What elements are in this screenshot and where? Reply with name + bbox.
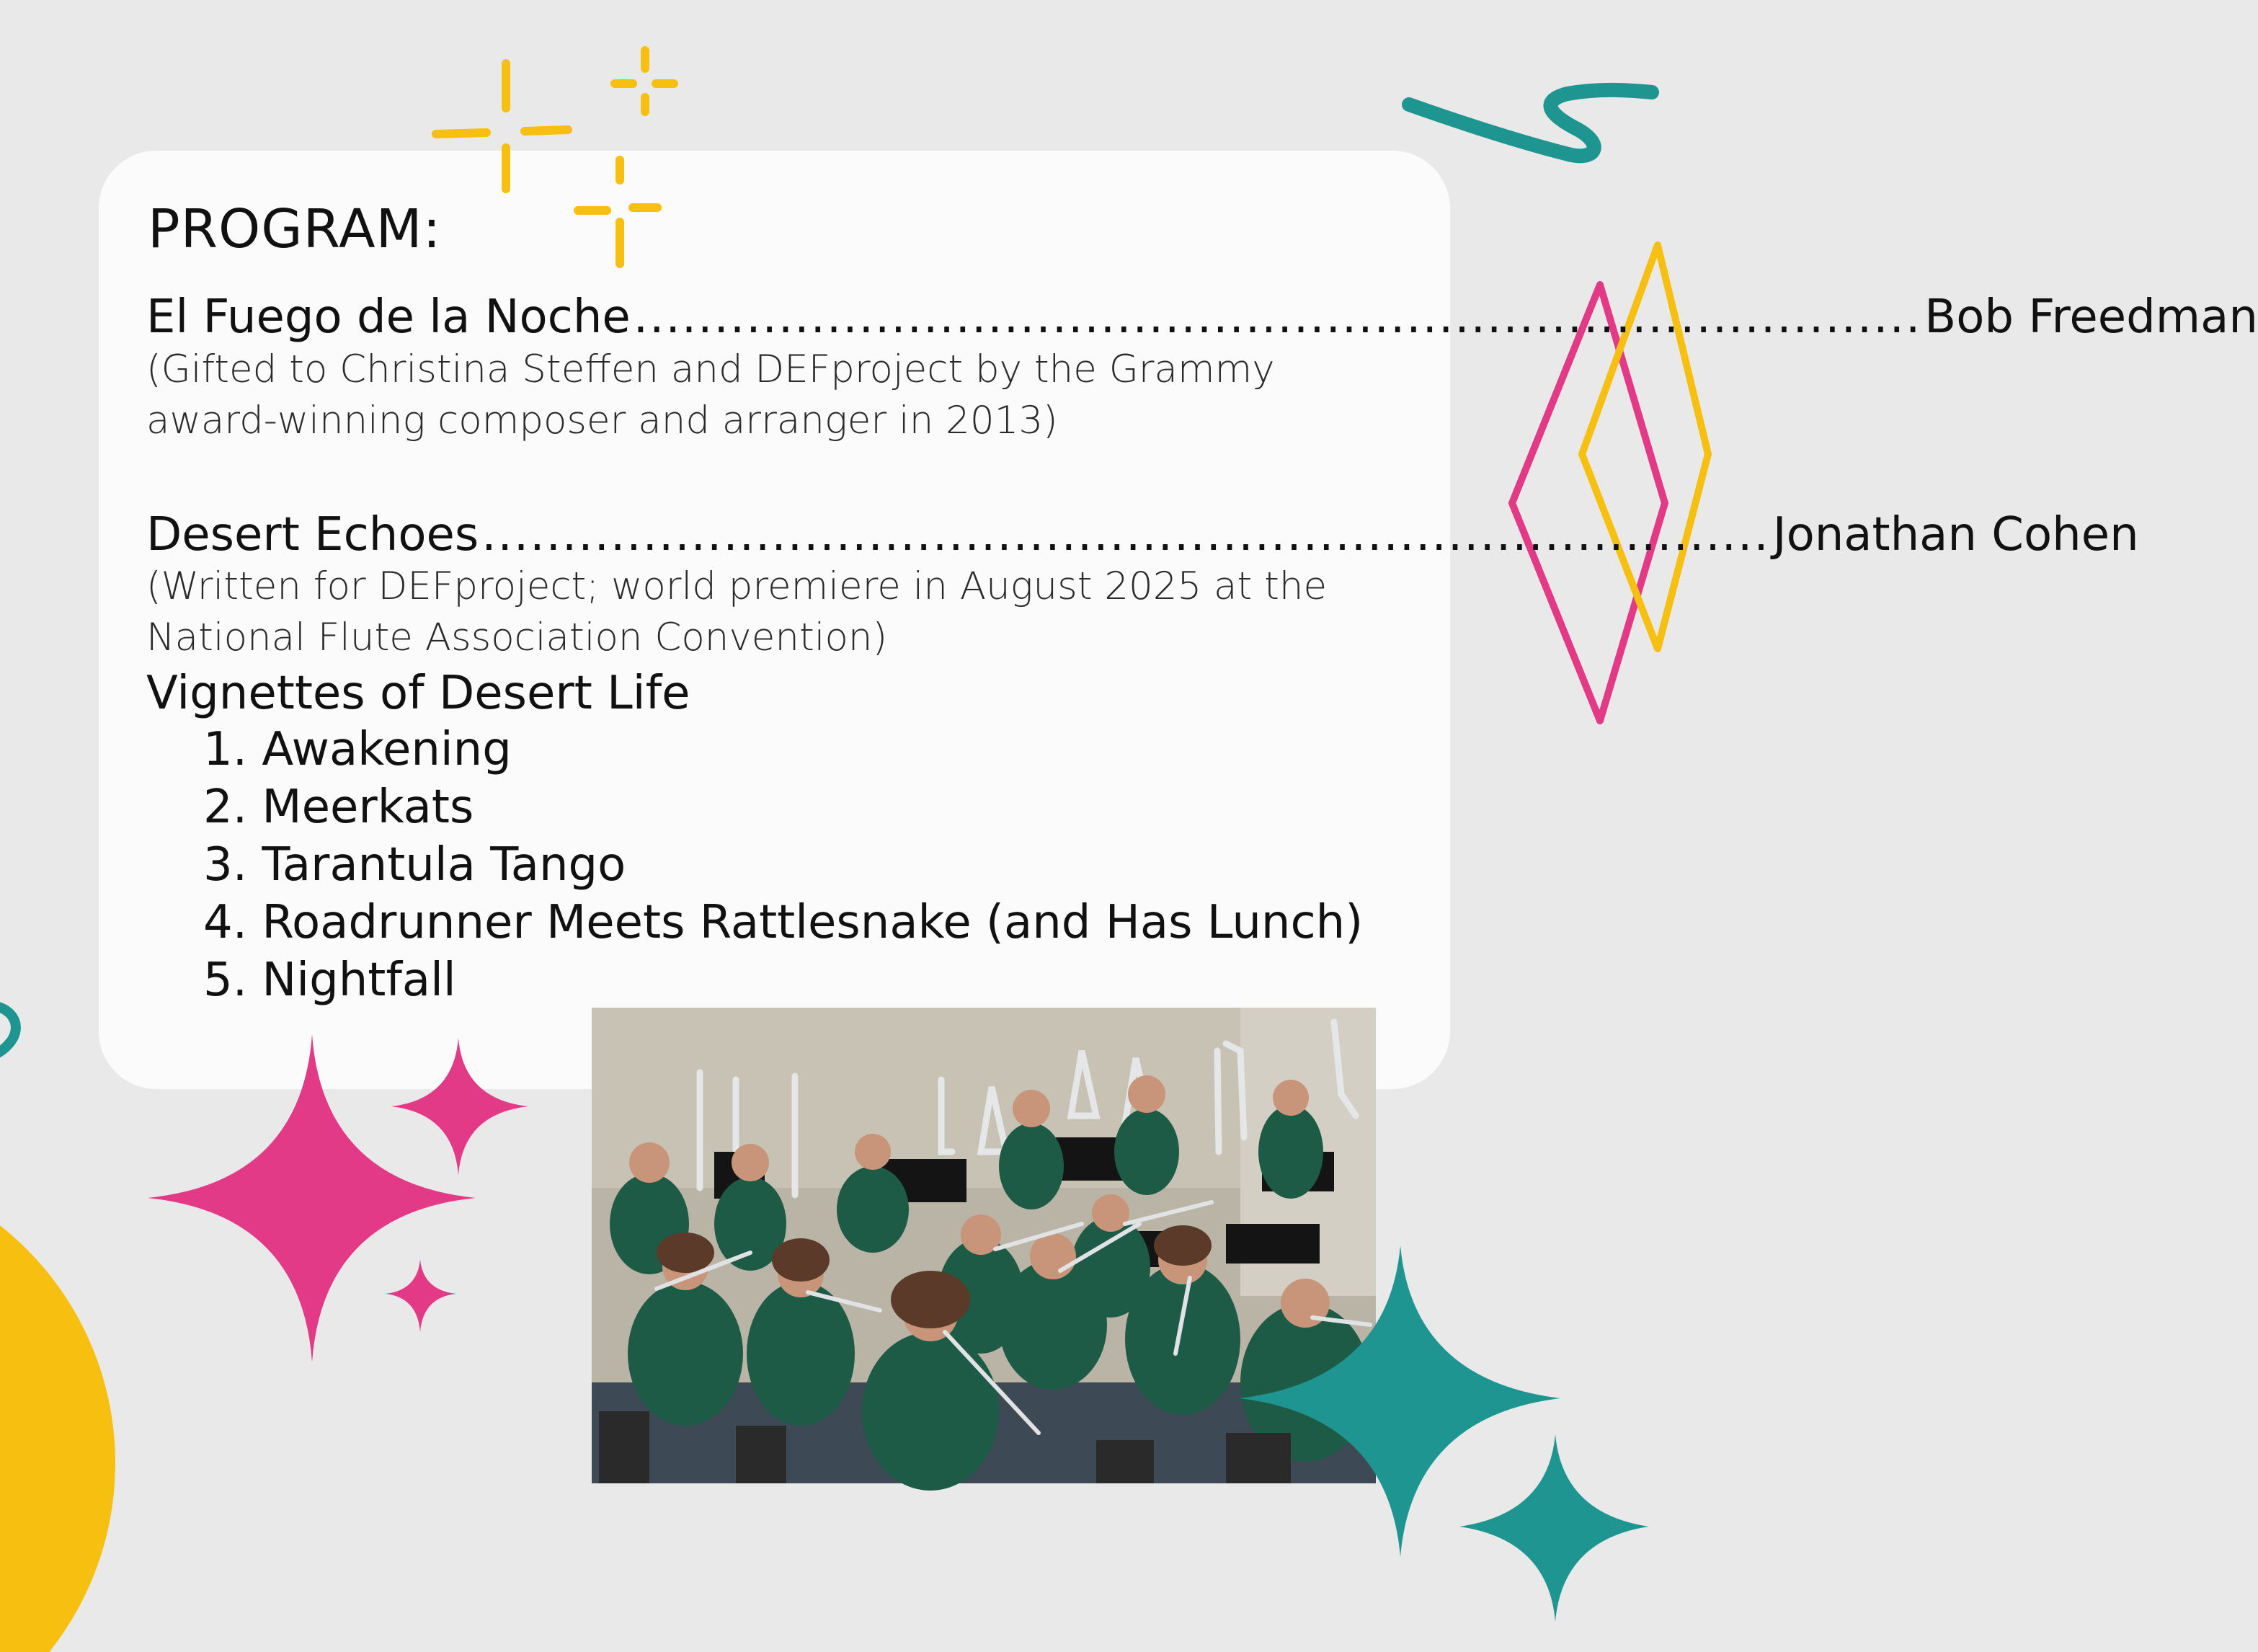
piece-composer: Bob Freedman [1924, 290, 2258, 344]
piece-note-line: National Flute Association Convention) [146, 616, 888, 660]
piece-composer: Jonathan Cohen [1772, 508, 2139, 561]
dot-leader: ................................................................................ [633, 290, 1922, 344]
movement-item: 5. Nightfall [203, 954, 456, 1007]
suite-title: Vignettes of Desert Life [146, 667, 690, 720]
movement-item: 2. Meerkats [203, 781, 474, 834]
piece-note-line: (Gifted to Christina Steffen and DEFproject by the Grammy [146, 347, 1275, 391]
piece-entry [146, 508, 2139, 561]
ensemble-photo-illustration [592, 1008, 1376, 1483]
piece-note [146, 561, 1372, 663]
piece-note-line: (Written for DEFproject; world premiere in August 2025 at the [146, 564, 1328, 608]
movement-list [203, 721, 1363, 1009]
yellow-circle-decoration [0, 1160, 115, 1652]
teal-squiggle-decoration [1409, 90, 1652, 156]
piece-entry [146, 290, 2258, 344]
movement-item: 1. Awakening [203, 723, 512, 776]
piece-title: Desert Echoes [146, 508, 479, 561]
movement-item: 4. Roadrunner Meets Rattlesnake (and Has Lunch) [203, 896, 1364, 949]
teal-curl-decoration [0, 1005, 16, 1056]
teal-sparkle-icon [1459, 1434, 1649, 1622]
piece-note [146, 344, 1372, 446]
dot-leader: ................................................................................ [481, 508, 1770, 561]
piece-title: El Fuego de la Noche [146, 290, 631, 344]
ensemble-photo [592, 1008, 1376, 1483]
program-heading: PROGRAM: [148, 198, 442, 260]
pink-diamond-decoration [1512, 285, 1665, 721]
piece-note-line: award-winning composer and arranger in 2013) [146, 399, 1058, 443]
movement-item: 3. Tarantula Tango [203, 838, 626, 892]
pink-sparkle-icon [386, 1259, 456, 1332]
